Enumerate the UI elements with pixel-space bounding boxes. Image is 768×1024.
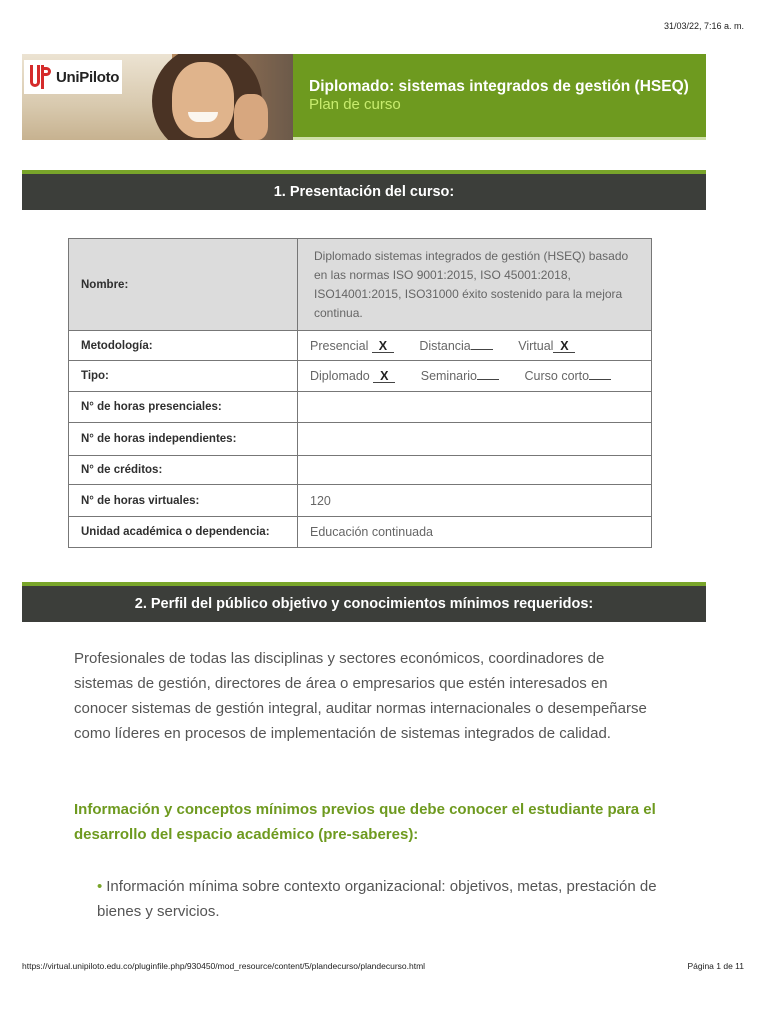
option-curso-corto: Curso corto: [524, 369, 590, 383]
row-label-horas-virtuales: N° de horas virtuales:: [69, 485, 298, 517]
row-value-tipo: [298, 361, 652, 392]
presaberes-item-text: Información mínima sobre contexto organizacional: objetivos, metas, prestación de bienes y servicios.: [97, 878, 657, 920]
unipiloto-logo: [24, 60, 122, 94]
list-item: [97, 874, 657, 924]
presaberes-heading: Información y conceptos mínimos previos que debe conocer el estudiante para el desarrollo del espacio académico (pre-saberes):: [74, 801, 656, 843]
table-row: [69, 331, 652, 361]
course-subtitle: Plan de curso: [309, 96, 401, 113]
row-value-nombre: Diplomado sistemas integrados de gestión (HSEQ) basado en las normas ISO 9001:2015, ISO 45001:2018, ISO14001:2015, ISO31000 éxito sostenido para la mejora continua.: [298, 239, 652, 331]
option-presencial: Presencial: [310, 338, 369, 353]
table-row: [69, 456, 652, 485]
option-virtual: Virtual: [518, 338, 554, 353]
unipiloto-logo-icon: [30, 65, 52, 89]
print-page-number: Página 1 de 11: [687, 961, 744, 971]
row-label-horas-presenciales: N° de horas presenciales:: [69, 392, 298, 423]
row-value-horas-virtuales: 120: [298, 485, 652, 517]
row-value-metodologia: [298, 331, 652, 361]
table-row: [69, 239, 652, 331]
row-label-unidad-academica: Unidad académica o dependencia:: [69, 517, 298, 548]
table-row: [69, 392, 652, 423]
banner-photo: [22, 54, 293, 140]
section-header-perfil: 2. Perfil del público objetivo y conocimientos mínimos requeridos:: [22, 582, 706, 622]
print-url: https://virtual.unipiloto.edu.co/pluginfile.php/930450/mod_resource/content/5/plandecurso/plandecurso.html: [22, 961, 426, 971]
row-label-nombre: Nombre:: [69, 239, 298, 331]
row-label-metodologia: Metodología:: [69, 331, 298, 361]
option-diplomado: Diplomado: [310, 369, 370, 383]
bullet-dot-icon: •: [97, 878, 103, 895]
section-header-presentacion: 1. Presentación del curso:: [22, 170, 706, 210]
mark-virtual: X: [553, 340, 575, 353]
row-value-unidad-academica: Educación continuada: [298, 517, 652, 548]
row-value-horas-presenciales: [298, 392, 652, 423]
mark-seminario: [477, 379, 499, 380]
row-value-creditos: [298, 456, 652, 485]
logo-text: UniPiloto: [56, 68, 120, 86]
mark-distancia: [471, 349, 493, 350]
profile-paragraph: Profesionales de todas las disciplinas y sectores económicos, coordinadores de sistemas de gestión, directores de área o empresarios que estén interesados en conocer sistemas de gestión integral, auditar normas internacionales o desempeñarse como líderes en procesos de implementación de sistemas integrados de calidad.: [74, 650, 647, 742]
row-label-horas-independientes: N° de horas independientes:: [69, 423, 298, 456]
course-banner: [22, 54, 706, 140]
option-distancia: Distancia: [419, 338, 471, 353]
table-row: [69, 423, 652, 456]
option-seminario: Seminario: [420, 369, 478, 383]
course-info-table: [68, 238, 652, 548]
course-title: Diplomado: sistemas integrados de gestión (HSEQ): [309, 78, 689, 95]
mark-diplomado: X: [373, 370, 395, 383]
banner-title-panel: [293, 54, 706, 140]
row-label-tipo: Tipo:: [69, 361, 298, 392]
print-datetime: 31/03/22, 7:16 a. m.: [663, 21, 744, 31]
mark-curso-corto: [589, 379, 611, 380]
table-row: [69, 517, 652, 548]
row-label-creditos: N° de créditos:: [69, 456, 298, 485]
mark-presencial: X: [372, 340, 394, 353]
table-row: [69, 361, 652, 392]
row-value-horas-independientes: [298, 423, 652, 456]
table-row: [69, 485, 652, 517]
